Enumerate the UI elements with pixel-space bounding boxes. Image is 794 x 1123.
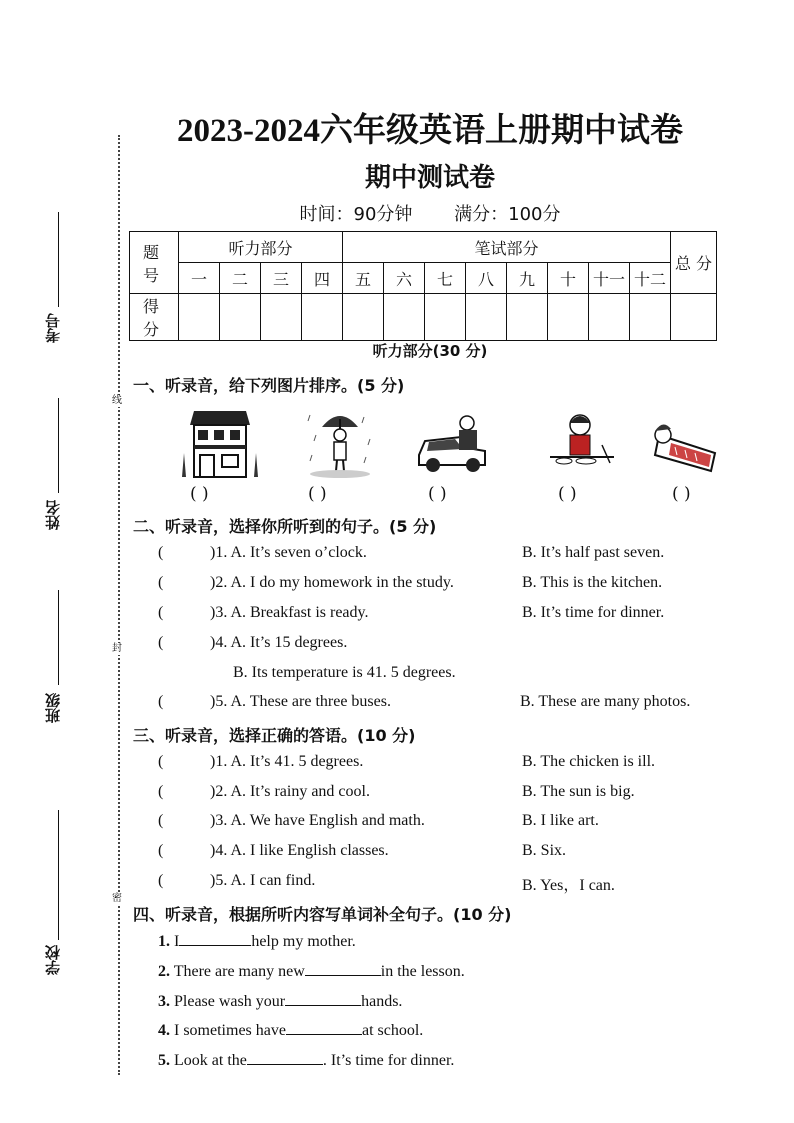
fill-item: 2. There are many new in the lesson. xyxy=(158,963,465,980)
section1-title: 一、听录音，给下列图片排序。(5 分) xyxy=(133,376,405,395)
list-item xyxy=(158,842,389,860)
option-b: B. It’s half past seven. xyxy=(522,544,665,561)
score-cell[interactable] xyxy=(589,294,630,341)
score-table xyxy=(129,231,717,341)
page-title: 2023-2024六年级英语上册期中试卷 xyxy=(177,113,683,149)
answer-paren[interactable]: ( ) xyxy=(158,872,216,889)
list-item xyxy=(158,574,454,592)
answer-paren[interactable]: ( ) xyxy=(158,604,216,621)
rain-girl-icon xyxy=(300,405,380,480)
answer-blank[interactable] xyxy=(247,1050,323,1065)
table-number: 六 xyxy=(384,263,425,294)
item-number: 3. xyxy=(215,604,228,621)
score-cell[interactable] xyxy=(630,294,671,341)
table-number: 二 xyxy=(220,263,261,294)
exam-time: 时间：90分钟 xyxy=(299,204,413,225)
list-item xyxy=(158,783,370,801)
exam-number-rule xyxy=(58,212,59,307)
list-item xyxy=(158,604,368,622)
table-row-label-score: 得 分 xyxy=(130,294,179,341)
table-number: 四 xyxy=(302,263,343,294)
item-number: 1. xyxy=(215,544,228,561)
side-label-class: 班级 xyxy=(44,693,62,723)
option-b: B. Six. xyxy=(522,842,567,859)
page-subtitle: 期中测试卷 xyxy=(364,163,495,192)
item-number: 4. xyxy=(215,842,228,859)
picture-answer-2[interactable]: ( ) xyxy=(308,484,327,504)
answer-paren[interactable]: ( ) xyxy=(158,812,216,829)
picture-answer-5[interactable]: ( ) xyxy=(672,484,691,504)
option-b: B. The chicken is ill. xyxy=(522,753,656,770)
table-group-writing: 笔试部分 xyxy=(343,232,671,263)
exam-info xyxy=(130,200,730,226)
list-item xyxy=(158,812,425,830)
option-b: B. The sun is big. xyxy=(522,783,635,800)
answer-blank[interactable] xyxy=(286,1020,362,1035)
table-row-label-question: 题 号 xyxy=(130,232,179,294)
score-cell[interactable] xyxy=(548,294,589,341)
score-cell[interactable] xyxy=(507,294,548,341)
option-a: A. I like English classes. xyxy=(230,842,389,859)
item-number: 2. xyxy=(215,574,228,591)
option-b: B. This is the kitchen. xyxy=(522,574,663,591)
score-cell-total[interactable] xyxy=(671,294,717,341)
answer-blank[interactable] xyxy=(305,961,381,976)
car-man-icon xyxy=(415,405,495,480)
option-b: B. Its temperature is 41. 5 degrees. xyxy=(233,664,456,681)
side-label-exam-number: 考号 xyxy=(44,313,62,343)
list-item xyxy=(158,872,315,890)
answer-paren[interactable]: ( ) xyxy=(158,753,216,770)
item-number: 3. xyxy=(215,812,228,829)
table-number: 八 xyxy=(466,263,507,294)
table-number: 五 xyxy=(343,263,384,294)
option-a: A. I do my homework in the study. xyxy=(230,574,454,591)
item-number: 4. xyxy=(215,634,228,651)
fill-item: 4. I sometimes have at school. xyxy=(158,1022,424,1039)
score-cell[interactable] xyxy=(302,294,343,341)
listening-header: 听力部分(30 分) xyxy=(372,342,488,360)
fill-item: 1. I help my mother. xyxy=(158,933,356,950)
class-rule xyxy=(58,590,59,685)
answer-paren[interactable]: ( ) xyxy=(158,544,216,561)
score-cell[interactable] xyxy=(220,294,261,341)
school-rule xyxy=(58,810,59,940)
option-a: A. It’s 41. 5 degrees. xyxy=(230,753,364,770)
side-label-name: 姓名 xyxy=(44,500,62,530)
table-number: 七 xyxy=(425,263,466,294)
strip-char-mi: 密 xyxy=(112,893,122,904)
option-a: A. These are three buses. xyxy=(230,693,391,710)
item-number: 1. xyxy=(215,753,228,770)
section3-title: 三、听录音，选择正确的答语。(10 分) xyxy=(133,726,416,745)
option-a: A. It’s 15 degrees. xyxy=(230,634,348,651)
option-a: A. It’s seven o’clock. xyxy=(230,544,367,561)
option-a: A. We have English and math. xyxy=(230,812,425,829)
name-rule xyxy=(58,398,59,493)
answer-paren[interactable]: ( ) xyxy=(158,693,216,710)
strip-char-feng: 封 xyxy=(112,643,122,654)
score-cell[interactable] xyxy=(179,294,220,341)
table-number: 一 xyxy=(179,263,220,294)
answer-paren[interactable]: ( ) xyxy=(158,842,216,859)
fill-item: 5. Look at the . It’s time for dinner. xyxy=(158,1052,455,1069)
boy-eating-icon xyxy=(542,405,622,480)
section4-title: 四、听录音，根据所听内容写单词补全句子。(10 分) xyxy=(133,905,512,924)
answer-paren[interactable]: ( ) xyxy=(158,783,216,800)
picture-answer-4[interactable]: ( ) xyxy=(558,484,577,504)
exam-full-score: 满分：100分 xyxy=(454,204,561,225)
option-a: A. I can find. xyxy=(230,872,316,889)
option-b: B. Yes，I can. xyxy=(522,877,615,894)
binding-dotted-line xyxy=(118,135,120,1075)
option-a: A. It’s rainy and cool. xyxy=(230,783,370,800)
table-group-listening: 听力部分 xyxy=(179,232,343,263)
score-cell[interactable] xyxy=(425,294,466,341)
picture-answer-1[interactable]: ( ) xyxy=(190,484,209,504)
option-b: B. It’s time for dinner. xyxy=(522,604,665,621)
house-icon xyxy=(180,405,260,480)
option-b: B. These are many photos. xyxy=(520,693,691,710)
score-cell[interactable] xyxy=(466,294,507,341)
list-item xyxy=(158,544,367,562)
item-number: 5. xyxy=(215,693,228,710)
table-number: 三 xyxy=(261,263,302,294)
option-a: A. Breakfast is ready. xyxy=(230,604,369,621)
list-item xyxy=(158,693,391,711)
answer-blank[interactable] xyxy=(179,931,251,946)
picture-answer-3[interactable]: ( ) xyxy=(428,484,447,504)
side-label-school: 学校 xyxy=(44,945,62,975)
section2-title: 二、听录音，选择你所听到的句子。(5 分) xyxy=(133,517,437,536)
score-cell[interactable] xyxy=(343,294,384,341)
item-number: 2. xyxy=(215,783,228,800)
strip-char-xian: 线 xyxy=(112,395,122,406)
score-cell[interactable] xyxy=(384,294,425,341)
answer-paren[interactable]: ( ) xyxy=(158,574,216,591)
fill-item: 3. Please wash your hands. xyxy=(158,993,403,1010)
sleeping-icon xyxy=(645,405,725,480)
table-total-label: 总 分 xyxy=(671,232,717,294)
item-number: 5. xyxy=(215,872,228,889)
score-cell[interactable] xyxy=(261,294,302,341)
list-item xyxy=(158,634,347,652)
table-number: 九 xyxy=(507,263,548,294)
table-number: 十 xyxy=(548,263,589,294)
table-number: 十一 xyxy=(589,263,630,294)
answer-paren[interactable]: ( ) xyxy=(158,634,216,651)
answer-blank[interactable] xyxy=(285,991,361,1006)
list-item xyxy=(158,753,363,771)
option-b: B. I like art. xyxy=(522,812,599,829)
table-number: 十二 xyxy=(630,263,671,294)
